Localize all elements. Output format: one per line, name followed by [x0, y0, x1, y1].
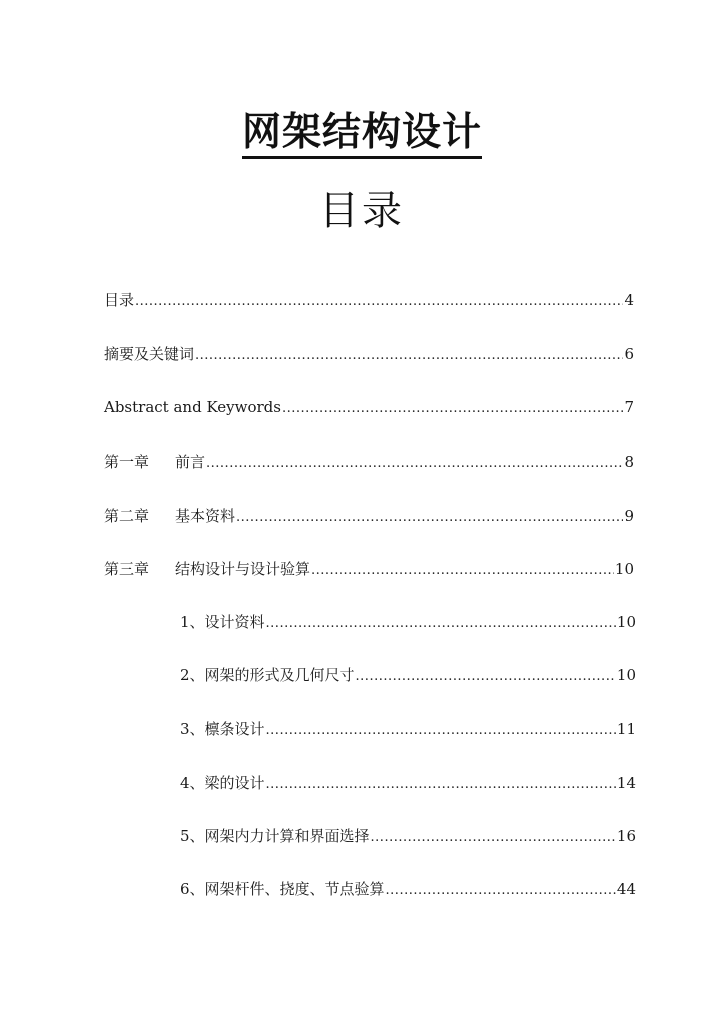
toc-page-number: 44: [616, 880, 636, 898]
toc-page-number: 10: [616, 666, 636, 684]
toc-entry-label: [104, 558, 310, 580]
toc-entry-label: [104, 505, 235, 527]
chapter-number: 第三章: [104, 560, 150, 578]
toc-leader-dots: [266, 774, 616, 796]
toc-entry-label: 6、网架杆件、挠度、节点验算: [180, 880, 385, 898]
toc-leader-dots: [386, 880, 616, 902]
toc-page-number: 9: [624, 507, 634, 525]
toc-leader-dots: [371, 827, 616, 849]
document-title-text: 网架结构设计: [242, 110, 482, 159]
toc-page-number: 6: [624, 345, 634, 363]
toc-entry-label: 5、网架内力计算和界面选择: [180, 827, 370, 845]
toc-page-number: 4: [624, 291, 634, 309]
toc-entry-chapter-1[interactable]: [104, 451, 634, 475]
toc-entry-abstract-cn[interactable]: [104, 343, 634, 367]
toc-leader-dots: [356, 666, 616, 688]
toc-entry-label: 目录: [104, 291, 135, 309]
chapter-number: 第一章: [104, 453, 150, 471]
toc-entry-label: [104, 451, 205, 473]
toc-page-number: 7: [624, 398, 634, 416]
toc-leader-dots: [135, 291, 623, 313]
toc-entry-label: 4、梁的设计: [180, 774, 265, 792]
chapter-number: 第二章: [104, 507, 150, 525]
toc-leader-dots: [236, 507, 623, 529]
toc-entry-abstract-en[interactable]: [104, 396, 634, 420]
toc-subentry-5[interactable]: [180, 825, 636, 849]
toc-entry-label: Abstract and Keywords: [104, 398, 281, 416]
toc-subentry-3[interactable]: [180, 718, 636, 742]
toc-entry-contents[interactable]: [104, 289, 634, 313]
toc-entry-label: 1、设计资料: [180, 613, 265, 631]
toc-leader-dots: [311, 560, 614, 582]
chapter-title: 结构设计与设计验算: [175, 560, 311, 578]
toc-entry-label: 3、檩条设计: [180, 720, 265, 738]
toc-page-number: 14: [616, 774, 636, 792]
chapter-title: 基本资料: [175, 507, 236, 525]
toc-entry-label: 2、网架的形式及几何尺寸: [180, 666, 355, 684]
toc-subentry-1[interactable]: [180, 611, 636, 635]
toc-leader-dots: [282, 398, 624, 420]
toc-page-number: 10: [614, 560, 634, 578]
toc-leader-dots: [206, 453, 623, 475]
toc-entry-chapter-3[interactable]: [104, 558, 634, 582]
toc-leader-dots: [195, 345, 623, 367]
toc-heading: 目录: [319, 188, 405, 234]
toc-page-number: 16: [616, 827, 636, 845]
toc-entry-chapter-2[interactable]: [104, 505, 634, 529]
toc-page-number: 11: [616, 720, 636, 738]
toc-subentry-2[interactable]: [180, 664, 636, 688]
chapter-title: 前言: [175, 453, 206, 471]
toc-page-number: 8: [624, 453, 634, 471]
toc-entry-label: 摘要及关键词: [104, 345, 195, 363]
toc-leader-dots: [266, 613, 616, 635]
document-title: [0, 108, 724, 158]
toc-subentry-6[interactable]: [180, 878, 636, 902]
toc-leader-dots: [266, 720, 616, 742]
toc-subentry-4[interactable]: [180, 772, 636, 796]
toc-page-number: 10: [616, 613, 636, 631]
